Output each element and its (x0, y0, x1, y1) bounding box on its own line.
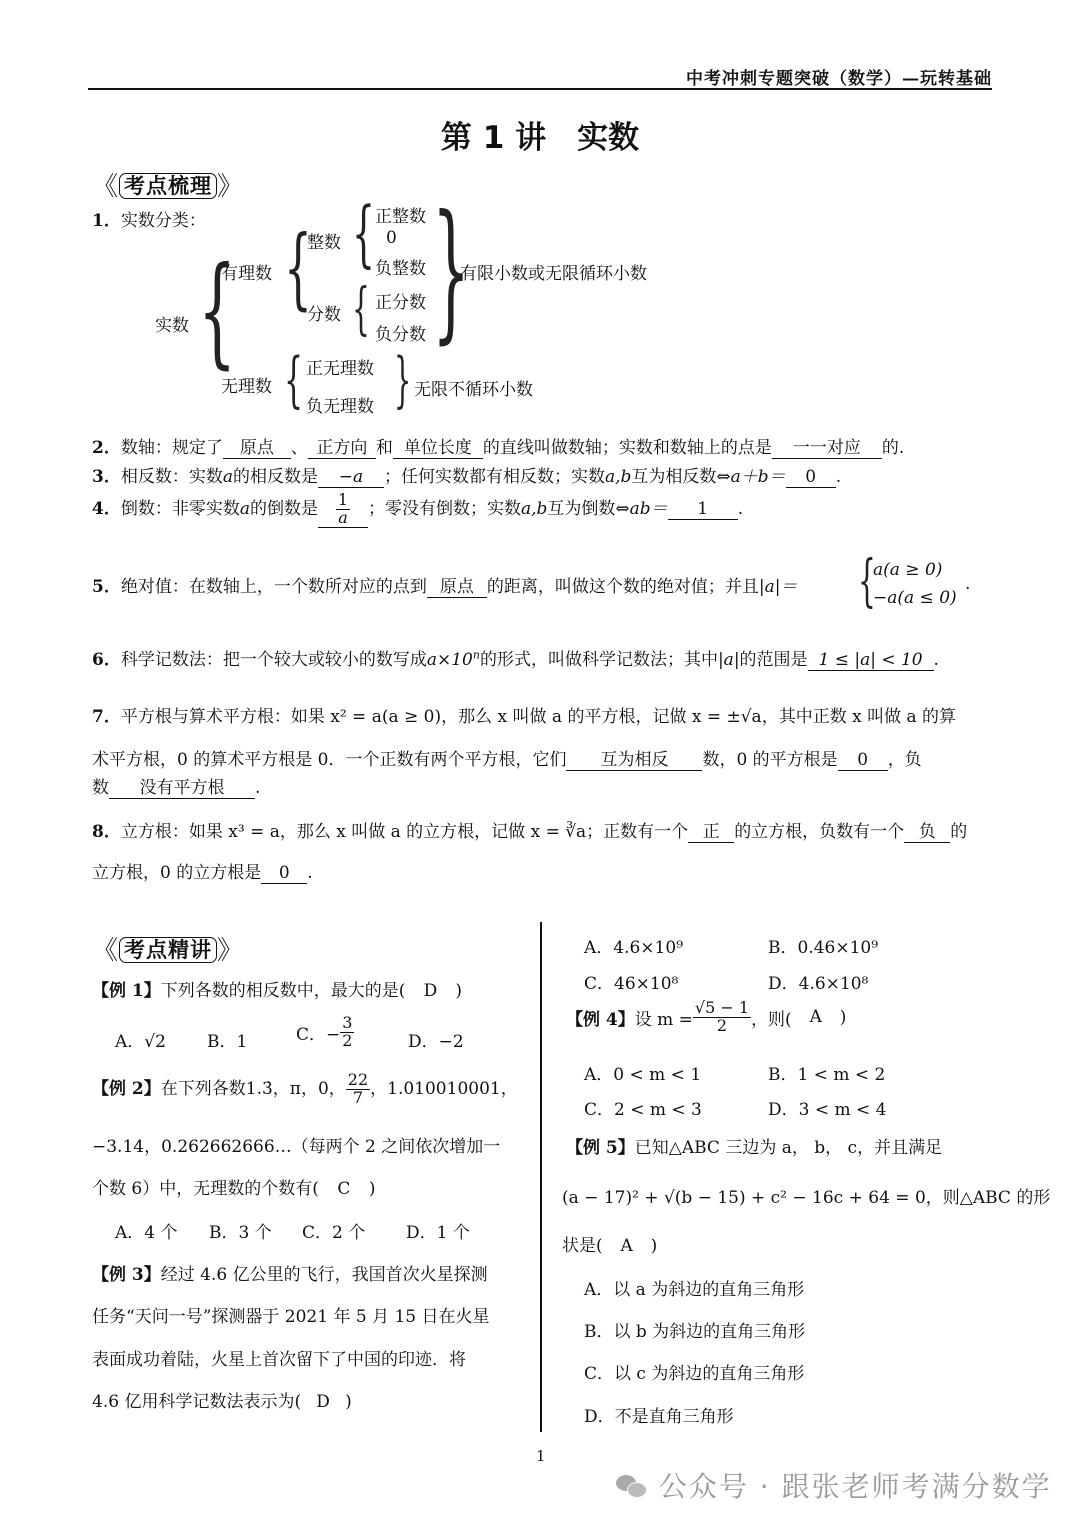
item-1-heading: 1．实数分类： (92, 211, 206, 231)
example-4-question: 【例 4】设 m = $\frac{√5 - 1}{2}$ ，则( A ) (566, 998, 847, 1035)
node-fraction: 分数 (307, 305, 341, 325)
example-1-question: 【例 1】下列各数的相反数中，最大的是( D ) (92, 981, 463, 1001)
node-rational: 有理数 (221, 264, 272, 284)
abs-case-1: a(a ≥ 0) (873, 560, 943, 580)
item-2: 2．数轴：规定了 原点 、 正方向 和 单位长度 的直线叫做数轴；实数和数轴上的点是 一一对应 的. (92, 433, 904, 459)
example-4-option-a: A．0 < m < 1 (584, 1065, 702, 1085)
node-integer: 整数 (307, 233, 341, 253)
node-neg-irr: 负无理数 (306, 397, 374, 417)
brace-rational: { (284, 216, 312, 319)
node-neg-int: 负整数 (375, 259, 426, 279)
section-heading-examples: 《 考点精讲 》 (92, 936, 245, 966)
note-rational: 有限小数或无限循环小数 (460, 264, 647, 284)
example-1-option-d: D．−2 (408, 1032, 464, 1052)
column-divider (540, 922, 542, 1432)
example-2-line-2: −3.14，0.262662666…（每两个 2 之间依次增加一 (92, 1137, 501, 1157)
brace-integer: { (352, 191, 375, 275)
example-3-line-2: 任务“天问一号”探测器于 2021 年 5 月 15 日在火星 (92, 1307, 490, 1327)
page-number: 1 (536, 1447, 546, 1465)
brace-rational-right: } (432, 184, 471, 358)
item-8-line-2: 立方根，0 的立方根是 0 . (92, 863, 313, 883)
item-7-line-2: 术平方根，0 的算术平方根是 0．一个正数有两个平方根，它们 互为相反 数，0 的平方根是 0 ，负 (92, 745, 922, 771)
example-3-line-4: 4.6 亿用科学记数法表示为( D ) (92, 1392, 352, 1412)
example-5-option-a: A．以 a 为斜边的直角三角形 (584, 1280, 805, 1300)
page-title: 第 1 讲 实数 (440, 120, 640, 156)
example-2-option-b: B．3 个 (209, 1223, 272, 1243)
example-3-option-d: D．4.6×10⁸ (768, 974, 869, 994)
example-5-line-2: (a − 17)² + √(b − 15) + c² − 16c + 64 = 0，则△ABC 的形 (562, 1188, 1051, 1208)
example-5-option-d: D．不是直角三角形 (584, 1407, 734, 1427)
example-2-line-3: 个数 6）中，无理数的个数有( C ) (92, 1179, 376, 1199)
brace-irrational-right: } (394, 345, 412, 415)
example-1-option-c: C．− $\frac{3}{2}$ (296, 1013, 353, 1050)
page-header: 中考冲刺专题突破（数学）—玩转基础 (686, 69, 992, 89)
brace-fraction: { (352, 277, 370, 342)
example-5-line-3: 状是( A ) (562, 1236, 658, 1256)
item-5-end: . (965, 574, 971, 594)
brace-irrational: { (284, 345, 304, 415)
example-3-option-a: A．4.6×10⁹ (584, 938, 684, 958)
example-1-option-a: A．√2 (115, 1032, 166, 1052)
item-3: 3．相反数：实数a的相反数是 −a ；任何实数都有相反数；实数a,b互为相反数⇔a＋b＝ 0 . (92, 467, 842, 487)
example-5-option-b: B．以 b 为斜边的直角三角形 (584, 1322, 806, 1342)
node-zero: 0 (386, 228, 397, 248)
section-heading-review: 《 考点梳理 》 (92, 172, 245, 202)
example-2-option-a: A．4 个 (115, 1223, 178, 1243)
example-2-option-c: C．2 个 (302, 1223, 366, 1243)
example-3-option-c: C．46×10⁸ (584, 974, 679, 994)
node-real: 实数 (155, 316, 189, 336)
example-5-option-c: C．以 c 为斜边的直角三角形 (584, 1364, 805, 1384)
abs-case-2: −a(a ≤ 0) (873, 588, 957, 608)
item-5: 5．绝对值：在数轴上，一个数所对应的点到 原点 的距离，叫做这个数的绝对值；并且|a|＝ (92, 572, 797, 598)
item-8-line-1: 8．立方根：如果 x³ = a，那么 x 叫做 a 的立方根，记做 x = ∛a；正数有一个 正 的立方根，负数有一个 负 的 (92, 817, 967, 843)
node-pos-irr: 正无理数 (306, 359, 374, 379)
brace-real: { (198, 242, 237, 381)
wechat-icon (616, 1473, 648, 1499)
example-1-option-b: B．1 (207, 1032, 248, 1052)
example-3-line-3: 表面成功着陆，火星上首次留下了中国的印迹．将 (92, 1350, 466, 1370)
example-3-option-b: B．0.46×10⁹ (768, 938, 879, 958)
item-7-line-1: 7．平方根与算术平方根：如果 x² = a(a ≥ 0)，那么 x 叫做 a 的平方根，记做 x = ±√a，其中正数 x 叫做 a 的算 (92, 707, 957, 727)
item-7-line-3: 数 没有平方根 . (92, 773, 260, 799)
node-pos-frac: 正分数 (375, 293, 426, 313)
header-rule (88, 88, 992, 90)
example-2-option-d: D．1 个 (406, 1223, 470, 1243)
node-pos-int: 正整数 (375, 207, 426, 227)
node-neg-frac: 负分数 (375, 325, 426, 345)
example-5-line-1: 【例 5】已知△ABC 三边为 a， b， c，并且满足 (566, 1138, 943, 1158)
example-4-option-d: D．3 < m < 4 (768, 1100, 887, 1120)
example-4-option-b: B．1 < m < 2 (768, 1065, 886, 1085)
item-6: 6．科学记数法：把一个较大或较小的数写成$a\times 10^n$的形式，叫做科学记数法；其中|a|的范围是 1 ≤ |a| < 10 . (92, 648, 939, 670)
example-3-line-1: 【例 3】经过 4.6 亿公里的飞行，我国首次火星探测 (92, 1265, 488, 1285)
example-2-line-1: 【例 2】在下列各数1.3̇，π，0， $\frac{22}{7}$ ，1.010010001， (92, 1070, 518, 1107)
note-irrational: 无限不循环小数 (414, 380, 533, 400)
item-4: 4．倒数：非零实数a的倒数是 $\frac{1}{a}$ ；零没有倒数；实数a,b互为倒数⇔ab＝ 1 . (92, 490, 744, 527)
example-4-option-c: C．2 < m < 3 (584, 1100, 702, 1120)
node-irrational: 无理数 (221, 377, 272, 397)
watermark: 公众号 · 跟张老师考满分数学 (616, 1465, 1052, 1505)
brace-abs: { (858, 549, 876, 614)
